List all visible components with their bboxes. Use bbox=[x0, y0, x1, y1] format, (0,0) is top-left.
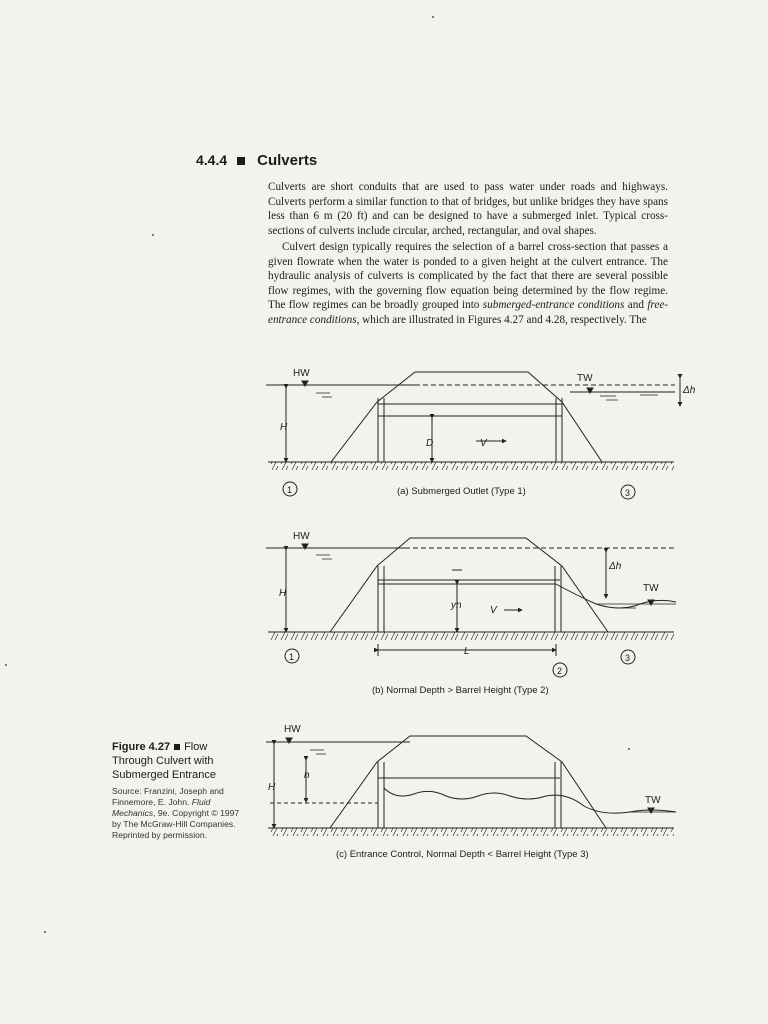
panel-b-normal-depth-greater bbox=[266, 538, 676, 677]
hw-label: HW bbox=[293, 531, 310, 542]
section-number: 4.4.4 bbox=[196, 152, 228, 168]
figure-title: Flow Through Culvert with Submerged Entrance bbox=[112, 741, 216, 781]
scan-speck bbox=[44, 931, 46, 933]
scan-speck bbox=[5, 664, 7, 666]
hw-label: HW bbox=[293, 368, 310, 379]
h-label: H bbox=[280, 422, 288, 433]
section-1-number: 1 bbox=[289, 652, 295, 662]
panel-a-submerged-outlet bbox=[266, 372, 680, 499]
ground-hatch bbox=[268, 462, 674, 470]
scan-speck bbox=[152, 234, 154, 236]
scan-speck bbox=[432, 16, 434, 18]
panel-a-caption: (a) Submerged Outlet (Type 1) bbox=[397, 486, 526, 497]
v-label: V bbox=[480, 438, 487, 449]
italic-term-free: free-entrance conditions bbox=[268, 299, 669, 326]
delta-h-label: Δh bbox=[609, 561, 622, 572]
tw-label: TW bbox=[577, 373, 593, 384]
water-surface-line bbox=[378, 584, 676, 608]
hw-label: HW bbox=[284, 724, 301, 735]
tw-label: TW bbox=[645, 795, 661, 806]
ground-hatch bbox=[268, 632, 674, 640]
paragraph-2-text: Culvert design typically requires the selection of a barrel cross-section that passes a given flowrate when the water is ponded to a given height at the culvert entrance. The hydraulic analysis of culverts is complicated by the fact that there are several possible flow regimes, with the governing flow equation being determined by the flow regime. The flow regimes can be broadly grouped into submerged-entrance conditions and free-entrance conditions, which are illustrated in Figures 4.27 and 4.28, respectively. The bbox=[268, 241, 669, 326]
water-ripple-lines bbox=[310, 750, 326, 754]
d-label: D bbox=[426, 438, 434, 449]
section-2-number: 2 bbox=[557, 666, 563, 676]
h-small-label: h bbox=[304, 770, 310, 781]
figure-label: Figure 4.27 bbox=[112, 741, 171, 753]
h-big-label: H bbox=[268, 782, 276, 793]
panel-b-caption: (b) Normal Depth > Barrel Height (Type 2) bbox=[372, 685, 549, 696]
figure-source: Source: Franzini, Joseph and Finnemore, E. John. Fluid Mechanics, 9e. Copyright © 1997 by The McGraw-Hill Companies. Reprinted by permission. bbox=[112, 786, 240, 840]
panel-c-caption: (c) Entrance Control, Normal Depth < Barrel Height (Type 3) bbox=[336, 849, 589, 860]
section-1-number: 1 bbox=[287, 485, 293, 495]
tw-label: TW bbox=[643, 583, 659, 594]
h-label: H bbox=[279, 588, 287, 599]
scan-speck bbox=[628, 748, 630, 750]
ground-hatch bbox=[268, 828, 674, 836]
section-title: Culverts bbox=[257, 152, 318, 169]
panel-c-labels bbox=[268, 724, 661, 860]
section-3-number: 3 bbox=[625, 653, 631, 663]
yn-label: yn bbox=[451, 600, 462, 611]
delta-h-label: Δh bbox=[683, 385, 696, 396]
v-label: V bbox=[490, 605, 497, 616]
panel-a-labels bbox=[280, 368, 696, 498]
paragraph-1-text: Culverts are short conduits that are used to pass water under roads and highways. Culverts perform a similar function to that of bridges, but unlike bridges they have spans less than 6 m (20 ft) and can be designed to have a submerged inlet. Typical cross-sections of culverts include circular, arched, rectangular, and oval shapes. bbox=[268, 181, 668, 237]
panel-b-labels bbox=[279, 531, 659, 696]
l-label: L bbox=[464, 646, 470, 657]
embankment-outline bbox=[330, 538, 608, 632]
panel-c-entrance-control bbox=[266, 736, 676, 836]
embankment-outline bbox=[330, 736, 606, 828]
italic-term-submerged: submerged-entrance conditions bbox=[482, 299, 625, 312]
water-ripple-lines bbox=[316, 393, 658, 400]
culvert-barrel-top bbox=[378, 404, 562, 416]
water-surface-wavy bbox=[384, 788, 676, 813]
section-3-number: 3 bbox=[625, 488, 631, 498]
